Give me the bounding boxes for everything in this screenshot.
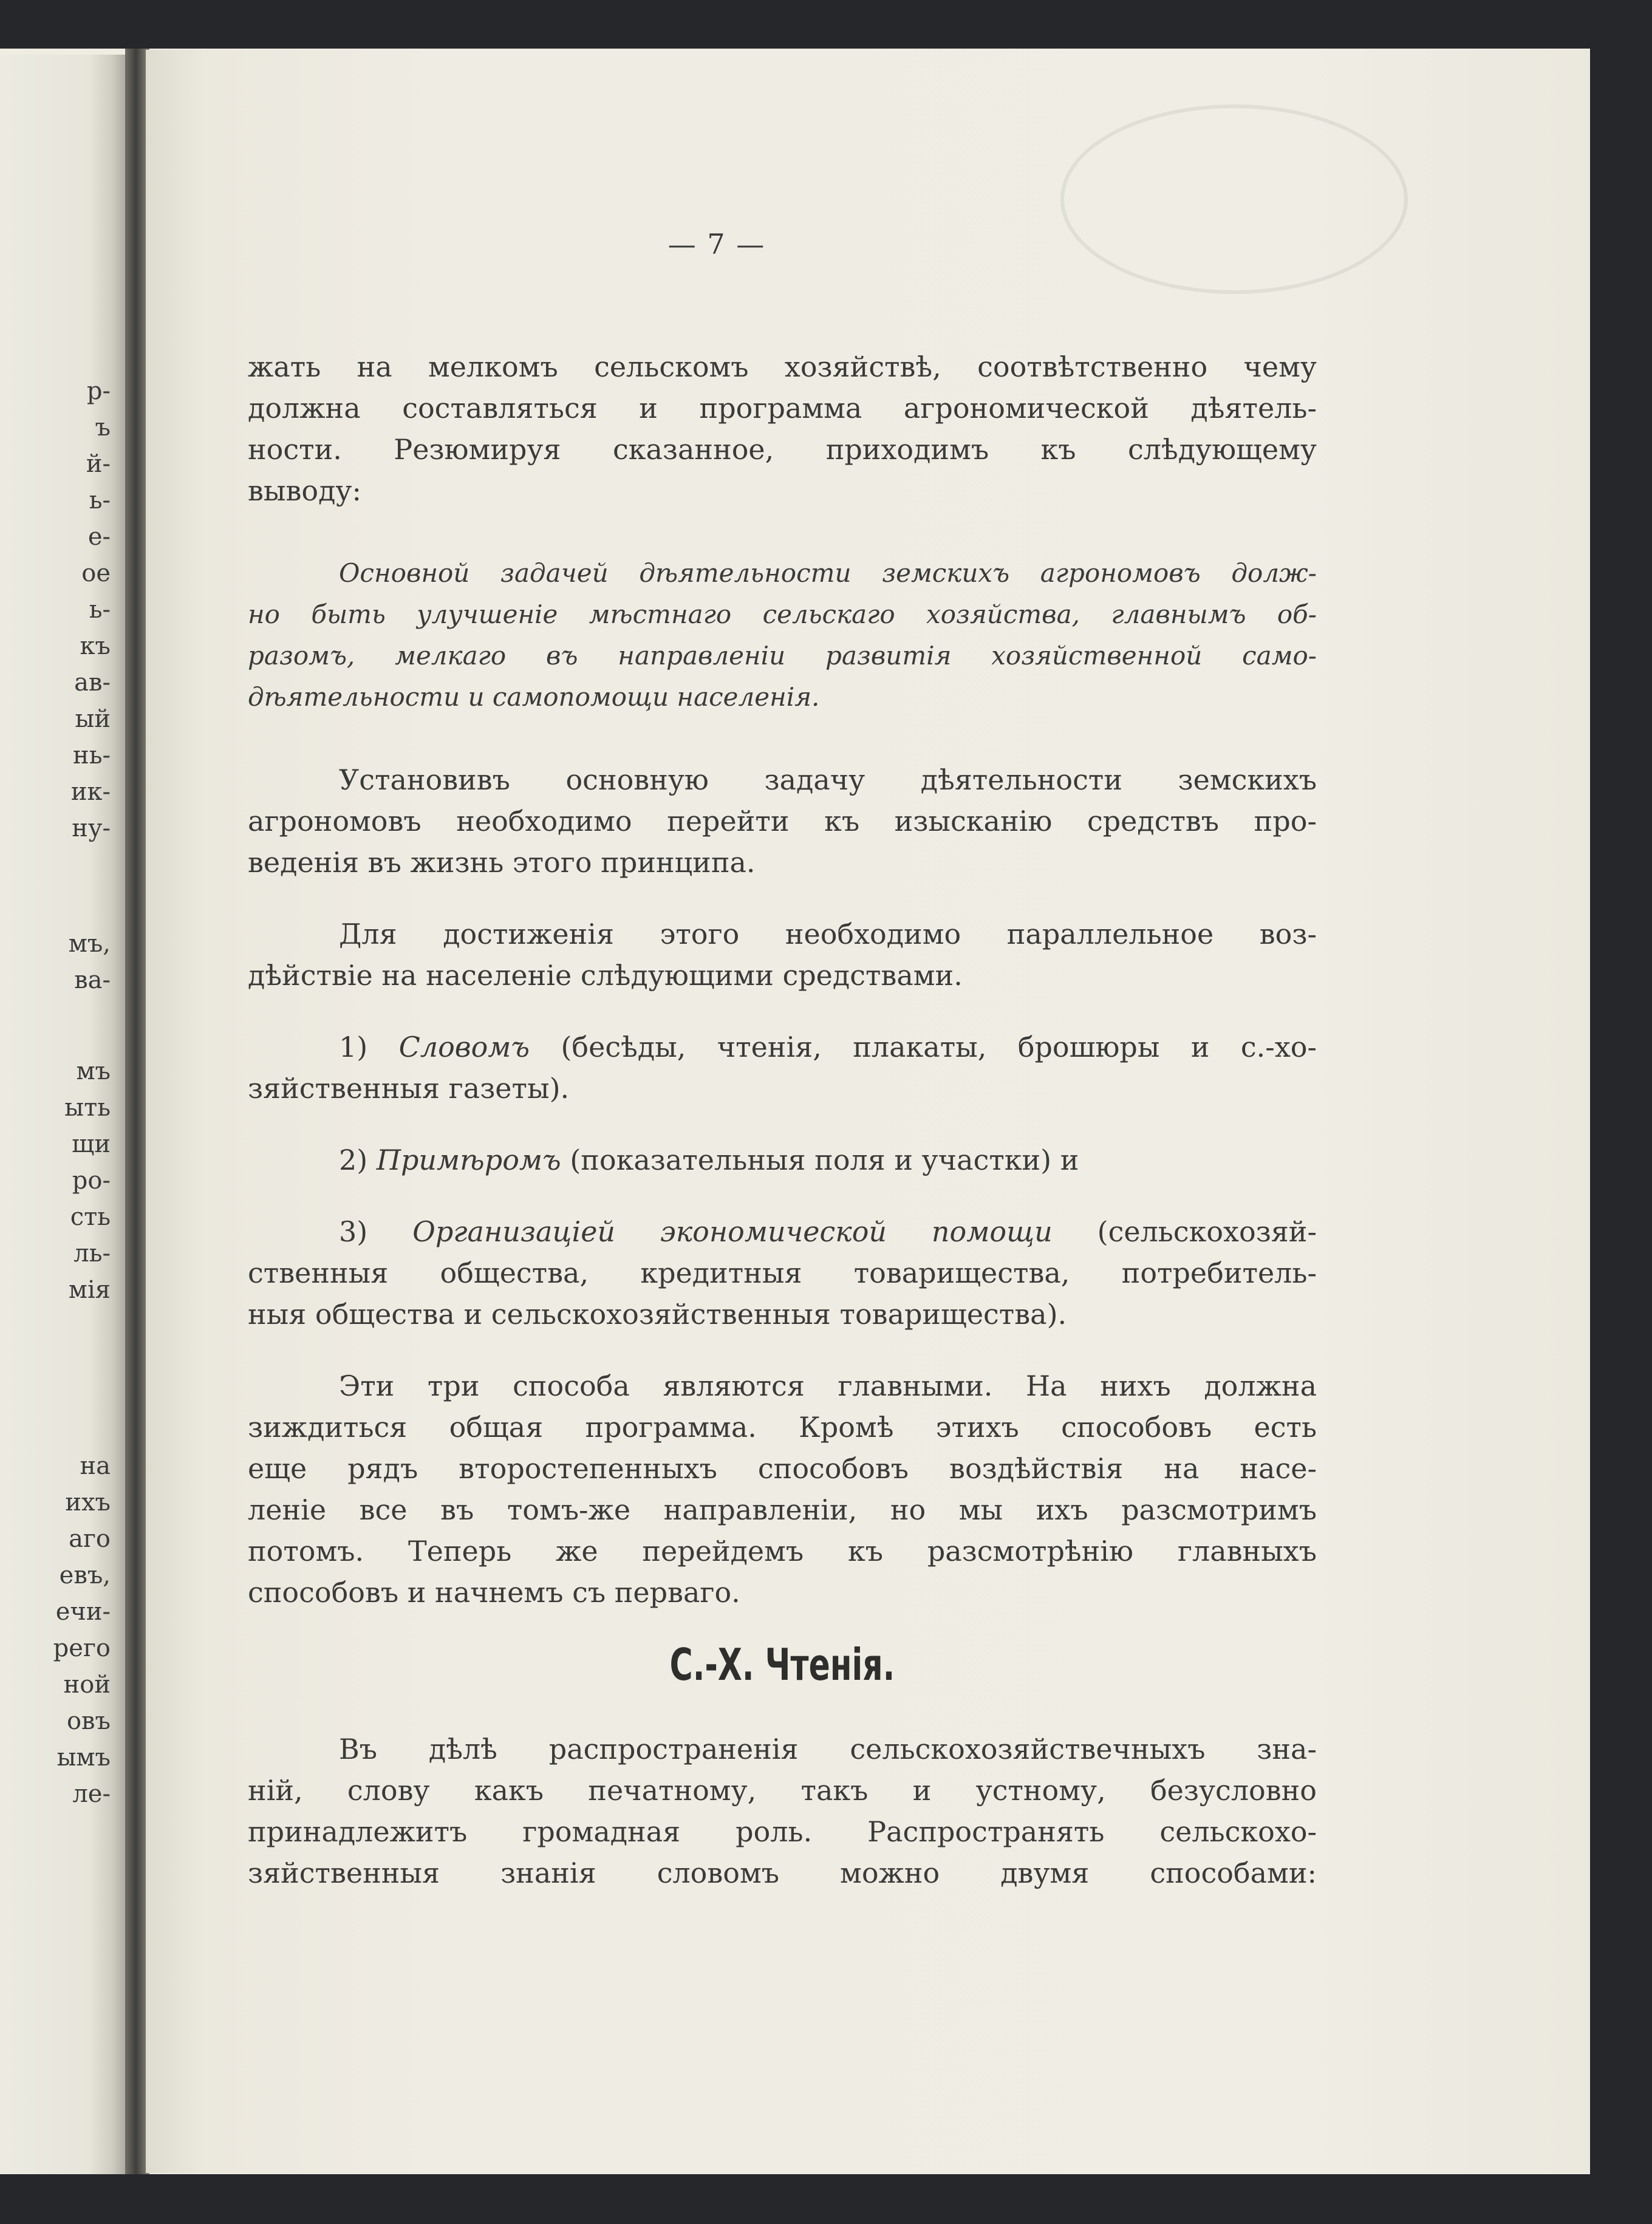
facing-page-text-fragment: ав- [74,669,111,697]
facing-page-text-fragment: мія [68,1276,111,1304]
list-term: Словомъ [398,1031,530,1063]
list-text: (сельскохозяй- [1097,1215,1317,1248]
paragraph-5 [248,1728,1317,1894]
facing-page-text-fragment: ну- [72,814,111,842]
text-line: ній, слову какъ печатному, такъ и устному, безусловно [248,1774,1317,1807]
text-line: потомъ. Теперь же перейдемъ къ разсмотрѣнію главныхъ [248,1535,1317,1567]
list-text: (бесѣды, чтенія, плакаты, брошюры и с.-хо- [561,1031,1317,1063]
paragraph-4 [248,1365,1317,1613]
quote-line: но быть улучшеніе мѣстнаго сельскаго хозяйства, главнымъ об- [248,599,1317,629]
text-line: дѣйствіе на населеніе слѣдующими средствами. [248,959,963,992]
quote-line: Основной задачей дѣятельности земскихъ агрономовъ долж- [339,558,1317,588]
list-item-line: ныя общества и сельскохозяйственныя товарищества). [248,1298,1067,1331]
facing-page-text-fragment: ва- [74,966,111,994]
list-item-line: зяйственныя газеты). [248,1072,570,1105]
facing-page-text-fragment: ое [81,559,111,587]
facing-page-text-fragment: щи [72,1130,111,1158]
text-line: жать на мелкомъ сельскомъ хозяйствѣ, соотвѣтственно чему [248,350,1317,383]
list-number: 2) [339,1144,368,1176]
list-term: Организаціей экономической помощи [412,1215,1053,1248]
facing-page-text-fragment: мъ, [68,930,111,958]
facing-page-text-fragment: мъ [76,1057,111,1085]
paragraph-1 [248,346,1317,511]
text-line: Въ дѣлѣ распространенія сельскохозяйствечныхъ зна- [339,1733,1317,1765]
paragraph-3 [248,913,1317,996]
page-body [248,346,1317,1894]
facing-page-edge [0,55,128,2174]
facing-page-text-fragment: ь- [89,596,111,624]
facing-page-text-fragment: овъ [66,1707,111,1735]
text-line: еще рядъ второстепенныхъ способовъ воздѣйствія на насе- [248,1452,1317,1485]
text-line: зиждиться общая программа. Кромѣ этихъ способовъ есть [248,1411,1317,1444]
facing-page-text-fragment: ик- [70,778,111,806]
facing-page-text-fragment: сть [70,1203,111,1231]
facing-page-text-fragment: ыть [64,1094,111,1122]
text-line: веденія въ жизнь этого принципа. [248,846,756,879]
facing-page-text-fragment: е- [87,523,111,551]
facing-page-text-fragment: нь- [73,742,111,769]
facing-page-text-fragment: ихъ [65,1489,111,1516]
quote-line: разомъ, мелкаго въ направленіи развитія хозяйственной само- [248,641,1317,670]
text-line: Установивъ основную задачу дѣятельности земскихъ [339,763,1317,796]
text-line: должна составляться и программа агрономической дѣятель- [248,392,1317,425]
text-line: принадлежитъ громадная роль. Распространять сельскохо- [248,1815,1317,1848]
list-text: (показательныя поля и участки) и [570,1144,1079,1176]
facing-page-text-fragment: ый [75,705,111,733]
text-line: агрономовъ необходимо перейти къ изысканію средствъ про- [248,805,1317,837]
list-item-line [248,1139,1317,1181]
text-line: способовъ и начнемъ съ перваго. [248,1576,740,1609]
list-item-line [248,1026,1317,1068]
paragraph-2 [248,759,1317,883]
text-line: Эти три способа являются главными. На нихъ должна [339,1370,1317,1402]
list-number: 3) [339,1215,368,1248]
list-number: 1) [339,1031,368,1063]
facing-page-text-fragment: ечи- [55,1598,111,1626]
list-item-3 [248,1211,1317,1335]
list-term: Примѣромъ [376,1144,561,1176]
facing-page-text-fragment: ль- [73,1240,111,1267]
facing-page-text-fragment: ымъ [56,1744,111,1772]
list-item-line [248,1211,1317,1252]
facing-page-text-fragment: ро- [72,1167,111,1195]
facing-page-text-fragment: р- [86,377,111,405]
facing-page-text-fragment: ъ [95,414,111,442]
facing-page-text-fragment: къ [80,632,111,660]
facing-page-text-fragment: й- [86,450,111,478]
section-heading: С.-Х. Чтенія. [669,1639,895,1690]
text-line: ности. Резюмируя сказанное, приходимъ къ слѣдующему [248,433,1317,466]
text-line: зяйственныя знанія словомъ можно двумя способами: [248,1857,1317,1889]
list-item-2 [248,1139,1317,1181]
text-line: леніе все въ томъ-же направленіи, но мы ихъ разсмотримъ [248,1493,1317,1526]
facing-page-text-fragment: ной [63,1671,111,1699]
facing-page-text-fragment: ле- [72,1780,111,1808]
list-item-1 [248,1026,1317,1109]
faint-library-stamp [1060,104,1408,294]
quote-line: дѣятельности и самопомощи населенія. [248,682,820,712]
facing-page-text-fragment: евъ, [59,1561,111,1589]
list-item-line: ственныя общества, кредитныя товарищества, потребитель- [248,1257,1317,1289]
facing-page-text-fragment: рего [53,1634,111,1662]
conclusion-quote [248,553,1317,718]
facing-page-text-fragment: на [80,1452,111,1480]
facing-page-text-fragment: ь- [89,486,111,514]
page-number: — 7 — [667,228,766,261]
facing-page-text-fragment: аго [69,1525,111,1553]
text-line: Для достиженія этого необходимо параллельное воз- [339,918,1317,950]
text-line: выводу: [248,474,361,507]
